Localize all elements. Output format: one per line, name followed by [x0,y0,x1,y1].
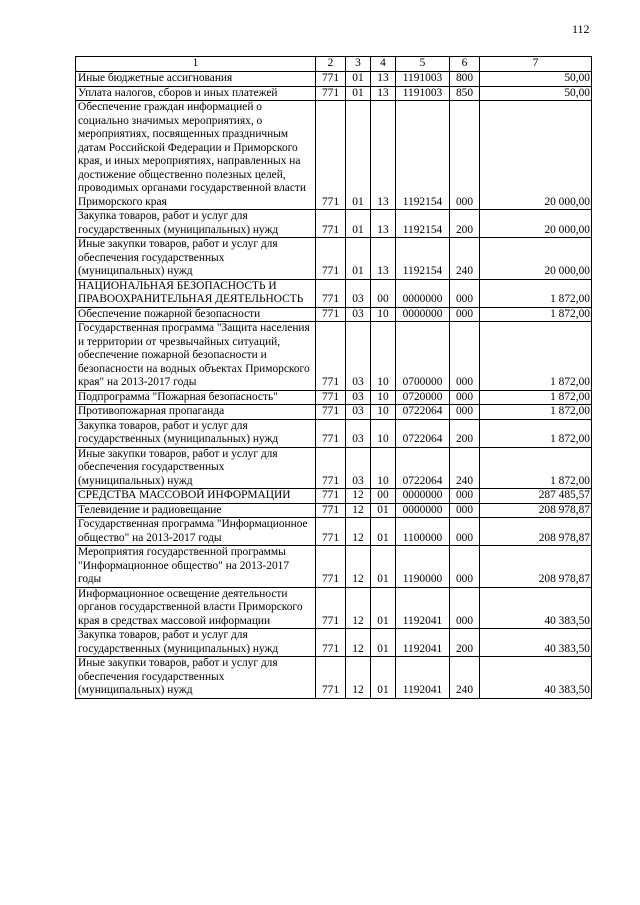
table-row [76,419,592,447]
amount-cell: 40 383,50 [480,657,592,699]
section-code-cell: 12 [346,587,371,629]
table-header-row [76,57,592,72]
ministry-code-cell: 771 [316,518,346,546]
row-name-cell: Закупка товаров, работ и услуг для государственных (муниципальных) нужд [76,629,316,657]
table-row [76,72,592,87]
expense-type-cell: 000 [450,390,480,405]
target-article-cell: 0000000 [396,489,450,504]
row-name-cell: Подпрограмма "Пожарная безопасность" [76,390,316,405]
row-name-cell: Мероприятия государственной программы "Информационное общество" на 2013-2017 годы [76,546,316,588]
target-article-cell: 0000000 [396,307,450,322]
target-article-cell: 0722064 [396,447,450,489]
subsection-code-cell: 00 [371,489,396,504]
amount-cell: 1 872,00 [480,322,592,391]
column-header: 5 [396,57,450,72]
section-code-cell: 12 [346,489,371,504]
section-code-cell: 03 [346,307,371,322]
table-row [76,279,592,307]
subsection-code-cell: 10 [371,322,396,391]
target-article-cell: 1192154 [396,238,450,280]
table-row [76,546,592,588]
table-row [76,503,592,518]
amount-cell: 1 872,00 [480,447,592,489]
subsection-code-cell: 13 [371,210,396,238]
ministry-code-cell: 771 [316,279,346,307]
section-code-cell: 01 [346,101,371,210]
target-article-cell: 1191003 [396,72,450,87]
target-article-cell: 0720000 [396,390,450,405]
target-article-cell: 0000000 [396,503,450,518]
table-row [76,210,592,238]
target-article-cell: 0722064 [396,405,450,420]
table-row [76,587,592,629]
amount-cell: 208 978,87 [480,503,592,518]
column-header: 1 [76,57,316,72]
expense-type-cell: 240 [450,657,480,699]
row-name-cell: Государственная программа "Защита населения и территории от чрезвычайных ситуаций, обеспечение пожарной безопасности и безопасности на водных объектах Приморского края" на 2013-2017 годы [76,322,316,391]
section-code-cell: 01 [346,86,371,101]
section-code-cell: 03 [346,279,371,307]
expense-type-cell: 240 [450,238,480,280]
amount-cell: 20 000,00 [480,101,592,210]
ministry-code-cell: 771 [316,210,346,238]
target-article-cell: 1192154 [396,210,450,238]
amount-cell: 1 872,00 [480,419,592,447]
row-name-cell: Информационное освещение деятельности органов государственной власти Приморского края в средствах массовой информации [76,587,316,629]
amount-cell: 1 872,00 [480,279,592,307]
ministry-code-cell: 771 [316,390,346,405]
ministry-code-cell: 771 [316,72,346,87]
expense-type-cell: 000 [450,322,480,391]
table-row [76,447,592,489]
target-article-cell: 1192041 [396,657,450,699]
table-row [76,405,592,420]
row-name-cell: Закупка товаров, работ и услуг для государственных (муниципальных) нужд [76,419,316,447]
subsection-code-cell: 01 [371,657,396,699]
amount-cell: 20 000,00 [480,210,592,238]
ministry-code-cell: 771 [316,101,346,210]
expense-type-cell: 000 [450,518,480,546]
amount-cell: 208 978,87 [480,518,592,546]
ministry-code-cell: 771 [316,489,346,504]
subsection-code-cell: 10 [371,419,396,447]
target-article-cell: 0000000 [396,279,450,307]
section-code-cell: 12 [346,657,371,699]
section-code-cell: 12 [346,518,371,546]
column-header: 2 [316,57,346,72]
subsection-code-cell: 01 [371,546,396,588]
expense-type-cell: 000 [450,279,480,307]
target-article-cell: 1191003 [396,86,450,101]
ministry-code-cell: 771 [316,307,346,322]
target-article-cell: 1192041 [396,587,450,629]
expense-type-cell: 800 [450,72,480,87]
subsection-code-cell: 10 [371,307,396,322]
row-name-cell: Обеспечение пожарной безопасности [76,307,316,322]
target-article-cell: 1100000 [396,518,450,546]
row-name-cell: Государственная программа "Информационное общество" на 2013-2017 годы [76,518,316,546]
section-code-cell: 01 [346,210,371,238]
row-name-cell: Закупка товаров, работ и услуг для государственных (муниципальных) нужд [76,210,316,238]
ministry-code-cell: 771 [316,503,346,518]
subsection-code-cell: 00 [371,279,396,307]
section-code-cell: 01 [346,72,371,87]
row-name-cell: СРЕДСТВА МАССОВОЙ ИНФОРМАЦИИ [76,489,316,504]
table-row [76,322,592,391]
table-row [76,307,592,322]
budget-table [75,56,592,699]
table-row [76,238,592,280]
subsection-code-cell: 10 [371,405,396,420]
amount-cell: 287 485,57 [480,489,592,504]
amount-cell: 40 383,50 [480,629,592,657]
target-article-cell: 1192041 [396,629,450,657]
expense-type-cell: 000 [450,503,480,518]
table-row [76,489,592,504]
section-code-cell: 03 [346,419,371,447]
expense-type-cell: 200 [450,629,480,657]
subsection-code-cell: 13 [371,86,396,101]
expense-type-cell: 200 [450,210,480,238]
target-article-cell: 1190000 [396,546,450,588]
row-name-cell: Иные закупки товаров, работ и услуг для обеспечения государственных (муниципальных) нужд [76,238,316,280]
ministry-code-cell: 771 [316,447,346,489]
table-row [76,101,592,210]
section-code-cell: 03 [346,405,371,420]
amount-cell: 50,00 [480,72,592,87]
expense-type-cell: 000 [450,101,480,210]
section-code-cell: 03 [346,390,371,405]
subsection-code-cell: 01 [371,503,396,518]
amount-cell: 1 872,00 [480,307,592,322]
row-name-cell: НАЦИОНАЛЬНАЯ БЕЗОПАСНОСТЬ И ПРАВООХРАНИТЕЛЬНАЯ ДЕЯТЕЛЬНОСТЬ [76,279,316,307]
ministry-code-cell: 771 [316,86,346,101]
target-article-cell: 1192154 [396,101,450,210]
subsection-code-cell: 01 [371,518,396,546]
column-header: 3 [346,57,371,72]
expense-type-cell: 000 [450,489,480,504]
amount-cell: 40 383,50 [480,587,592,629]
ministry-code-cell: 771 [316,405,346,420]
expense-type-cell: 000 [450,546,480,588]
row-name-cell: Иные закупки товаров, работ и услуг для обеспечения государственных (муниципальных) нужд [76,447,316,489]
subsection-code-cell: 10 [371,390,396,405]
amount-cell: 20 000,00 [480,238,592,280]
column-header: 7 [480,57,592,72]
subsection-code-cell: 10 [371,447,396,489]
section-code-cell: 12 [346,503,371,518]
expense-type-cell: 000 [450,405,480,420]
table-row [76,657,592,699]
expense-type-cell: 850 [450,86,480,101]
page-number: 112 [572,22,590,36]
column-header: 6 [450,57,480,72]
ministry-code-cell: 771 [316,419,346,447]
amount-cell: 1 872,00 [480,405,592,420]
ministry-code-cell: 771 [316,546,346,588]
ministry-code-cell: 771 [316,629,346,657]
expense-type-cell: 200 [450,419,480,447]
row-name-cell: Иные закупки товаров, работ и услуг для обеспечения государственных (муниципальных) нужд [76,657,316,699]
ministry-code-cell: 771 [316,238,346,280]
target-article-cell: 0722064 [396,419,450,447]
row-name-cell: Противопожарная пропаганда [76,405,316,420]
section-code-cell: 12 [346,629,371,657]
subsection-code-cell: 13 [371,101,396,210]
subsection-code-cell: 01 [371,629,396,657]
row-name-cell: Иные бюджетные ассигнования [76,72,316,87]
column-header: 4 [371,57,396,72]
ministry-code-cell: 771 [316,587,346,629]
table-row [76,629,592,657]
subsection-code-cell: 01 [371,587,396,629]
table-row [76,518,592,546]
section-code-cell: 03 [346,447,371,489]
expense-type-cell: 000 [450,307,480,322]
table-row [76,86,592,101]
amount-cell: 208 978,87 [480,546,592,588]
section-code-cell: 12 [346,546,371,588]
expense-type-cell: 000 [450,587,480,629]
expense-type-cell: 240 [450,447,480,489]
table-row [76,390,592,405]
section-code-cell: 03 [346,322,371,391]
row-name-cell: Обеспечение граждан информацией о социально значимых мероприятиях, о мероприятиях, посвященных праздничным датам Российской Федерации и Приморского края, и иных мероприятиях, направленных на достижение общественно полезных целей, проводимых органами государственной власти Приморского края [76,101,316,210]
ministry-code-cell: 771 [316,657,346,699]
row-name-cell: Уплата налогов, сборов и иных платежей [76,86,316,101]
amount-cell: 50,00 [480,86,592,101]
ministry-code-cell: 771 [316,322,346,391]
row-name-cell: Телевидение и радиовещание [76,503,316,518]
target-article-cell: 0700000 [396,322,450,391]
subsection-code-cell: 13 [371,72,396,87]
amount-cell: 1 872,00 [480,390,592,405]
subsection-code-cell: 13 [371,238,396,280]
section-code-cell: 01 [346,238,371,280]
